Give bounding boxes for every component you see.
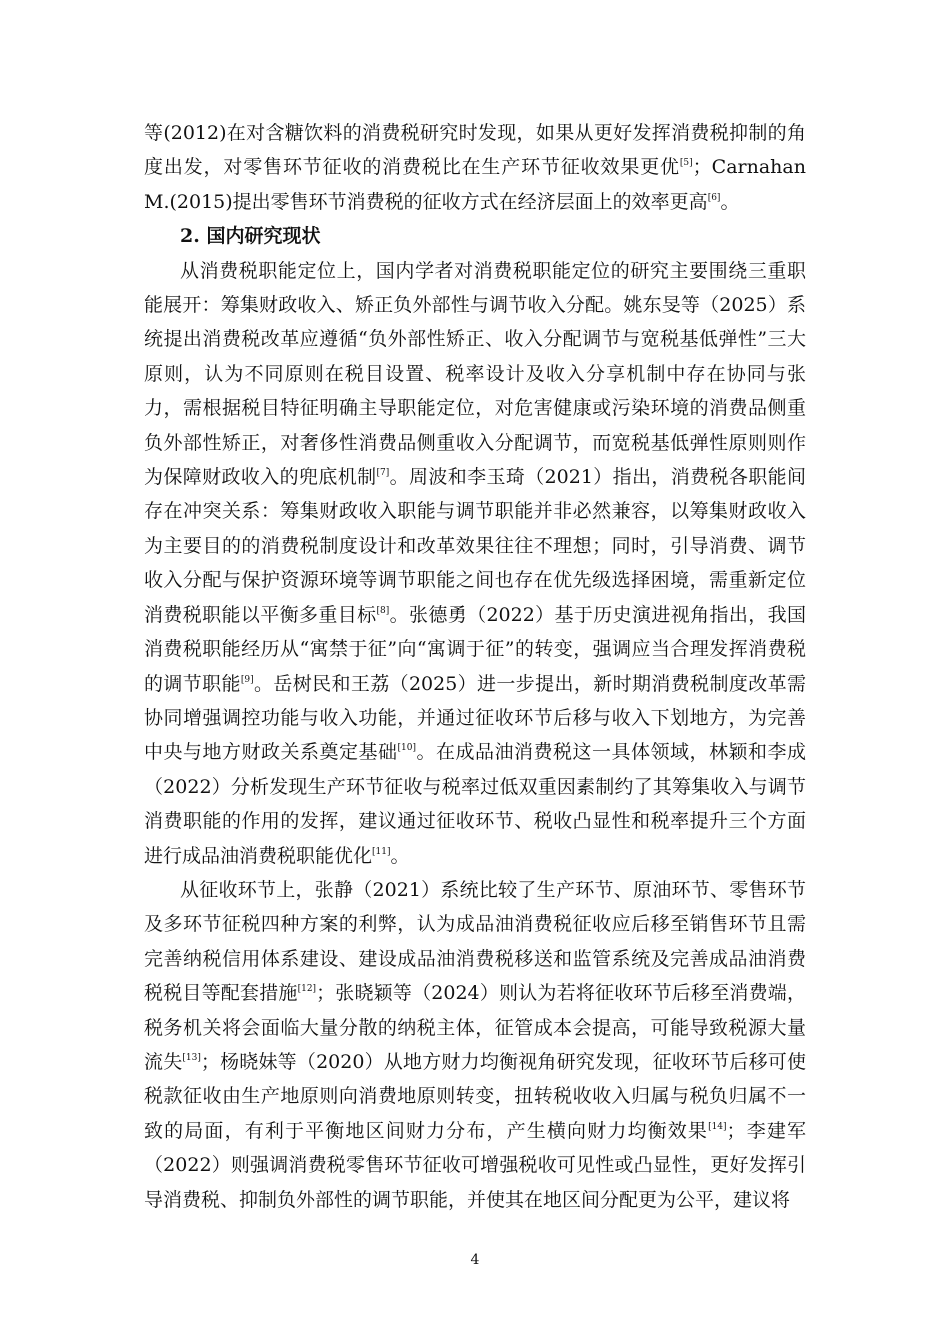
citation-marker: [13] bbox=[182, 1052, 201, 1063]
body-paragraph bbox=[144, 116, 806, 219]
citation-marker: [7] bbox=[376, 468, 390, 479]
citation-marker: [12] bbox=[297, 984, 317, 995]
paragraph-text: 。周波和李玉琦（2021）指出，消费税各职能间存在冲突关系：筹集财政收入职能与调节职能并非必然兼容，以筹集财政收入为主要目的的消费税制度设计和改革效果往往不理想；同时，引导消费、调节收入分配与保护资源环境等调节职能之间也存在优先级选择困境，需重新定位消费税职能以平衡多重目标 bbox=[144, 466, 806, 626]
body-paragraph bbox=[144, 873, 806, 1217]
document-body bbox=[144, 116, 806, 1217]
citation-marker: [10] bbox=[397, 743, 416, 754]
citation-marker: [14] bbox=[708, 1121, 727, 1132]
paragraph-text: ；张晓颖等（2024）则认为若将征收环节后移至消费端，税务机关将会面临大量分散的纳税主体，征管成本会提高，可能导致税源大量流失 bbox=[144, 982, 806, 1073]
paragraph-text: ；李建军（2022）则强调消费税零售环节征收可增强税收可见性或凸显性，更好发挥引导消费税、抑制负外部性的调节职能，并使其在地区间分配更为公平，建议将 bbox=[144, 1119, 806, 1211]
paragraph-text: 。 bbox=[390, 844, 410, 867]
paragraph-text: 。张德勇（2022）基于历史演进视角指出，我国消费税职能经历从“寓禁于征”向“寓调于征”的转变，强调应当合理发挥消费税的调节职能 bbox=[144, 603, 806, 695]
paragraph-text: 等(2012)在对含糖饮料的消费税研究时发现，如果从更好发挥消费税抑制的角度出发，对零售环节征收的消费税比在生产环节征收效果更优 bbox=[144, 122, 806, 179]
paragraph-text: 。 bbox=[720, 190, 740, 213]
paragraph-text: 。岳树民和王荔（2025）进一步提出，新时期消费税制度改革需协同增强调控功能与收入功能，并通过征收环节后移与收入下划地方，为完善中央与地方财政关系奠定基础 bbox=[144, 672, 806, 764]
paragraph-text: 。在成品油消费税这一具体领域，林颖和李成（2022）分析发现生产环节征收与税率过低双重因素制约了其筹集收入与调节消费职能的作用的发挥，建议通过征收环节、税收凸显性和税率提升三个方面进行成品油消费税职能优化 bbox=[144, 741, 806, 867]
page-number: 4 bbox=[470, 1252, 480, 1268]
heading-text: 2. 国内研究现状 bbox=[180, 225, 321, 248]
paragraph-text: ；杨晓妹等（2020）从地方财力均衡视角研究发现，征收环节后移可使税款征收由生产地原则向消费地原则转变，扭转税收收入归属与税负归属不一致的局面，有利于平衡地区间财力分布，产生横向财力均衡效果 bbox=[144, 1050, 806, 1142]
citation-marker: [8] bbox=[376, 605, 390, 616]
body-paragraph bbox=[144, 254, 806, 873]
citation-marker: [6] bbox=[707, 192, 721, 203]
citation-marker: [5] bbox=[679, 158, 693, 169]
paragraph-text: 从征收环节上，张静（2021）系统比较了生产环节、原油环节、零售环节及多环节征税四种方案的利弊，认为成品油消费税征收应后移至销售环节且需完善纳税信用体系建设、建设成品油消费税移送和监管系统及完善成品油消费税税目等配套措施 bbox=[144, 878, 806, 1005]
paragraph-text: 从消费税职能定位上，国内学者对消费税职能定位的研究主要围绕三重职能展开：筹集财政收入、矫正负外部性与调节收入分配。姚东旻等（2025）系统提出消费税改革应遵循“负外部性矫正、收入分配调节与宽税基低弹性”三大原则，认为不同原则在税目设置、税率设计及收入分享机制中存在协同与张力，需根据税目特征明确主导职能定位，对危害健康或污染环境的消费品侧重负外部性矫正，对奢侈性消费品侧重收入分配调节，而宽税基低弹性原则则作为保障财政收入的兜底机制 bbox=[144, 259, 806, 489]
paragraph-text: ；Carnahan M.(2015)提出零售环节消费税的征收方式在经济层面上的效率更高 bbox=[144, 156, 806, 213]
citation-marker: [11] bbox=[372, 846, 391, 857]
section-heading bbox=[144, 219, 806, 253]
citation-marker: [9] bbox=[240, 674, 254, 685]
